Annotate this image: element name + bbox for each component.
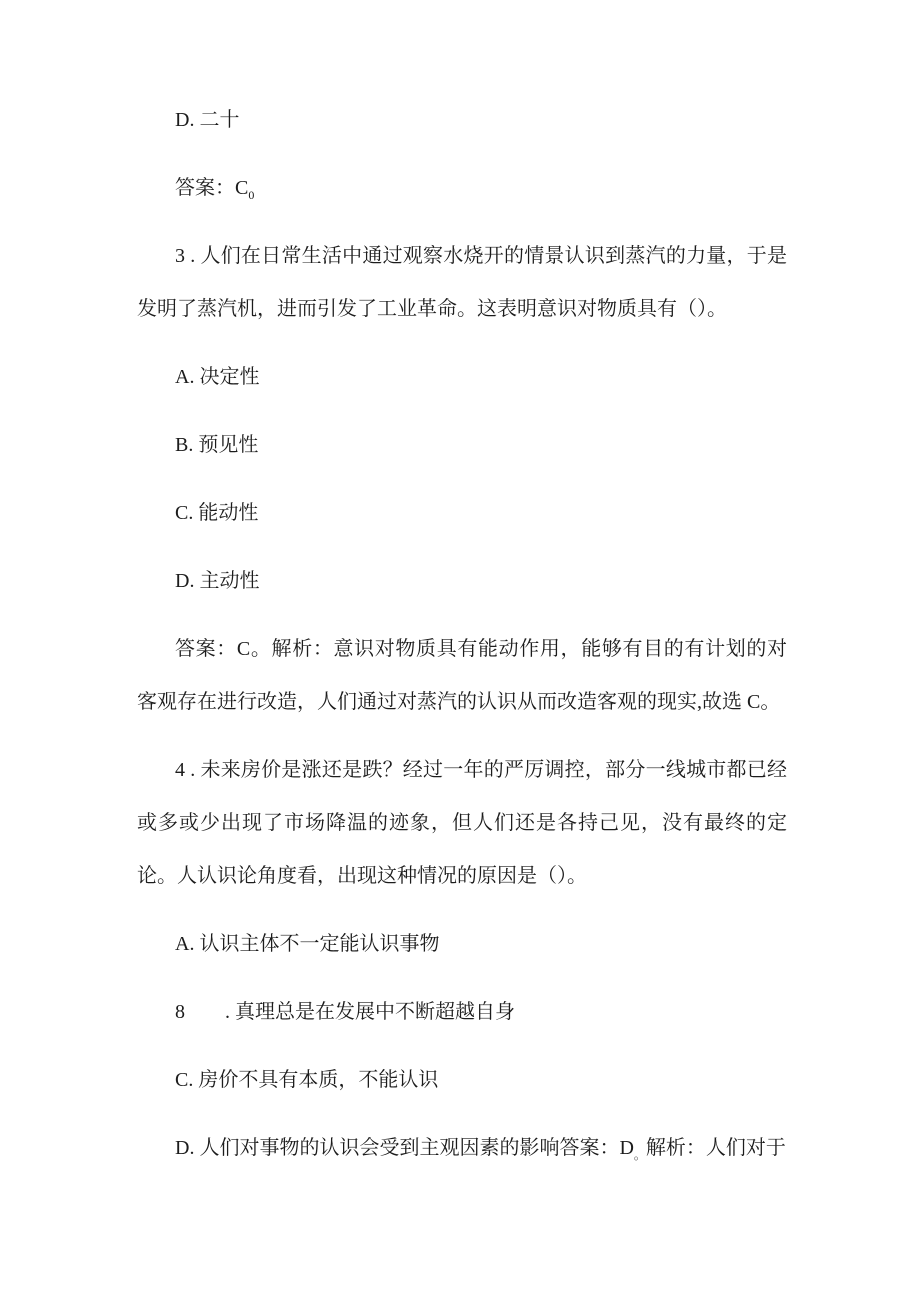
question-3-option-c: C. 能动性 bbox=[175, 502, 259, 524]
question-4-option-d-with-answer bbox=[137, 1122, 787, 1175]
question-4-option-b: 8 . 真理总是在发展中不断超越自身 bbox=[175, 1001, 515, 1023]
answer-text: 答案：C bbox=[175, 177, 249, 199]
question-3-answer-explanation: 答案：C。解析：意识对物质具有能动作用，能够有目的有计划的对客观存在进行改造，人们通过对蒸汽的认识从而改造客观的现实,故选 C。 bbox=[137, 638, 787, 713]
answer-subscript: 。 bbox=[633, 1148, 646, 1162]
answer-subscript: 0 bbox=[248, 188, 255, 202]
option-d-and-answer-text: D. 人们对事物的认识会受到主观因素的影响答案：D bbox=[175, 1137, 634, 1159]
question-4-text: 4 . 未来房价是涨还是跌？经过一年的严厉调控，部分一线城市都已经或多或少出现了市场降温的迹象，但人们还是各持己见，没有最终的定论。人认识论角度看，出现这种情况的原因是（）。 bbox=[137, 759, 787, 887]
prev-question-option-d: D. 二十 bbox=[175, 109, 240, 131]
prev-question-answer-line bbox=[137, 162, 787, 215]
explanation-start-text: 解析：人们对于 bbox=[645, 1137, 786, 1159]
question-4-option-c: C. 房价不具有本质，不能认识 bbox=[175, 1069, 439, 1091]
question-3-option-b: B. 预见性 bbox=[175, 434, 259, 456]
question-4-option-a: A. 认识主体不一定能认识事物 bbox=[175, 933, 440, 955]
question-3-text: 3 . 人们在日常生活中通过观察水烧开的情景认识到蒸汽的力量，于是发明了蒸汽机，进而引发了工业革命。这表明意识对物质具有（）。 bbox=[137, 245, 787, 320]
question-3-option-a: A. 决定性 bbox=[175, 366, 260, 388]
question-3-option-d: D. 主动性 bbox=[175, 570, 260, 592]
